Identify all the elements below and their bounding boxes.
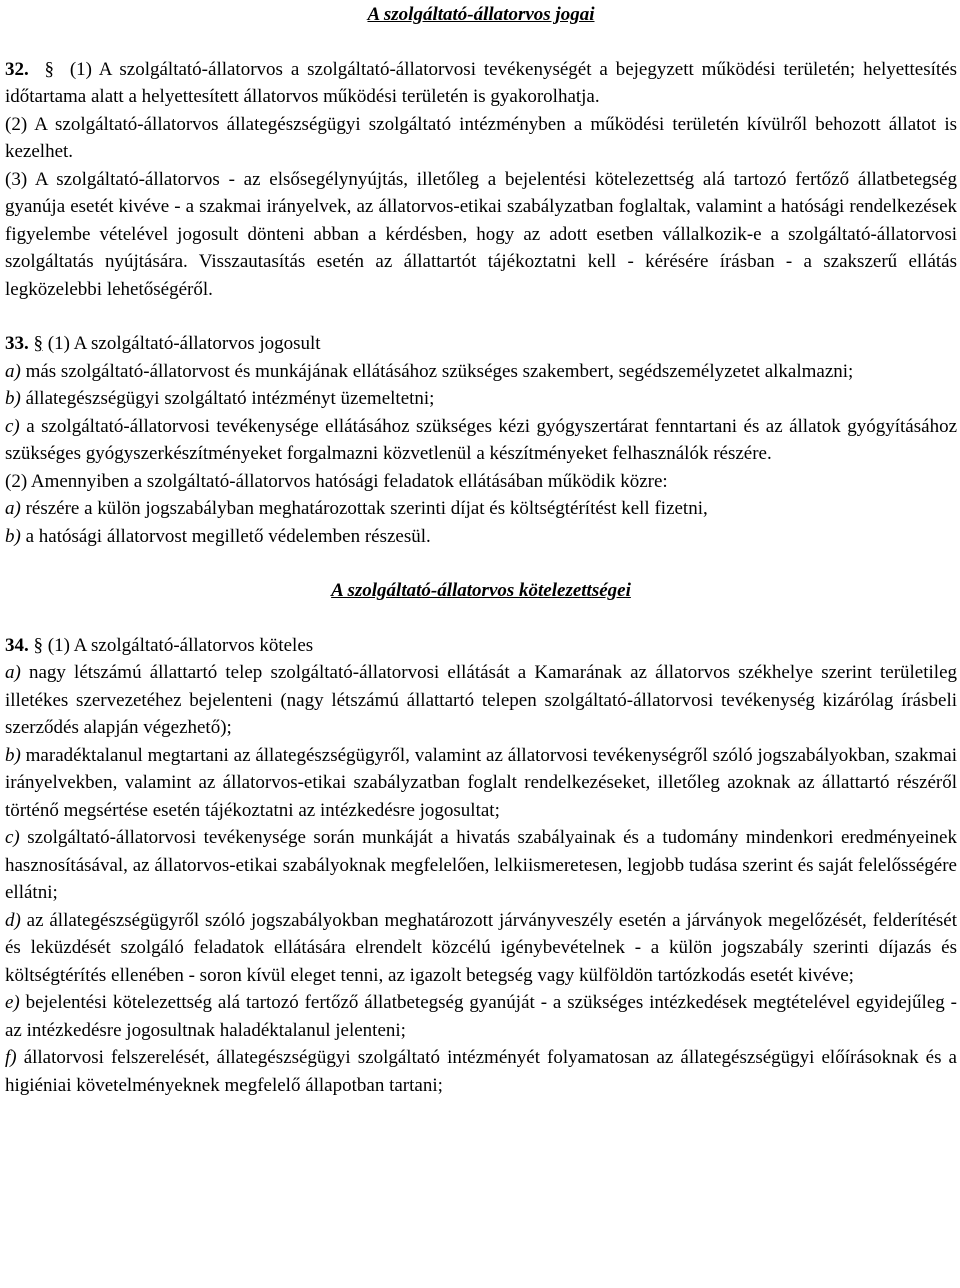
item-text: a szolgáltató-állatorvosi tevékenysége ellátásához szükséges kézi gyógyszertárat fenntartani és az állatok gyógyításához szükséges gyógyszerkészítményeket forgalmazni közvetlenül a készítményeket felhasználók részére.: [5, 415, 957, 464]
item-text: maradéktalanul megtartani az állategészségügyről, valamint az állatorvosi tevékenységről szóló jogszabályokban, szakmai irányelvekben, valamint az állatorvos-etikai szabályzatban foglalt rendelkezéseket, illetőleg azoknak az állattartó részéről történő megsértése esetén tájékoztatni az intézkedésre jogosultat;: [5, 744, 957, 821]
item-text: állategészségügyi szolgáltató intézményt üzemeltetni;: [25, 388, 435, 409]
s32-number: 32.: [5, 58, 29, 80]
item-text: szolgáltató-állatorvosi tevékenysége során munkáját a hivatás szabályainak és a tudomány mindenkori eredményeinek hasznosításával, az állatorvos-etikai szabályoknak megfelelően, lelkiismeretesen, legjobb tudása szerint és saját felelősségére ellátni;: [5, 827, 957, 903]
item-letter: a): [5, 360, 21, 382]
s32-para-2: (2) A szolgáltató-állatorvos állategészségügyi szolgáltató intézményben a működési területén kívülről behozott állatot is kezelhet.: [5, 113, 957, 162]
s33-para-2: (2) Amennyiben a szolgáltató-állatorvos hatósági feladatok ellátásában működik közre:: [5, 470, 668, 492]
item-letter: a): [5, 662, 21, 683]
item-text: az állategészségügyről szóló jogszabályokban meghatározott járványveszély esetén a járványok megelőzését, felderítését és leküzdését szolgáló feladatok ellátására elrendelt közcélú igénybevételnek - a külön jogszabály szerinti díjazás és költségtérítés ellenében - soron kívül eleget tenni, az igazolt betegség vagy külföldön tartózkodás esetét kivéve;: [5, 909, 958, 986]
s34-item-e: [5, 989, 957, 1044]
item-letter: b): [5, 744, 21, 766]
s33-item-b: [5, 385, 957, 413]
item-text: más szolgáltató-állatorvost és munkájának ellátásához szükséges szakembert, segédszemélyzetet alkalmazni;: [25, 360, 854, 382]
s32-para-1-text: (1) A szolgáltató-állatorvos a szolgáltató-állatorvosi tevékenységét a bejegyzett működési területén; helyettesítés időtartama alatt a helyettesített állatorvos működési területén is gyakorolhatja.: [5, 58, 957, 107]
paragraph-sign: §: [44, 58, 55, 80]
s34-item-b: [5, 742, 957, 825]
section-heading-rights: A szolgáltató-állatorvos jogai: [367, 4, 595, 25]
s33-intro: [5, 330, 957, 358]
s34-item-f: [5, 1044, 957, 1099]
item-text: a hatósági állatorvost megillető védelemben részesül.: [25, 525, 431, 547]
item-letter: f): [5, 1047, 17, 1068]
document-page: [5, 0, 957, 1099]
item-letter: d): [5, 909, 21, 931]
s32-para-3: (3) A szolgáltató-állatorvos - az elsősegélynyújtás, illetőleg a bejelentési kötelezettség alá tartozó fertőző állatbetegség gyanúja esetét kivéve - a szakmai irányelvek, az állatorvos-etikai szabályzatban foglaltak, valamint a hatósági rendelkezések figyelembe vételével jogosult dönteni abban a kérdésben, hogy az adott esetben vállalkozik-e a szolgáltató-állatorvosi szolgáltatás nyújtására. Visszautasítás esetén az állattartót tájékoztatni kell - kérésére írásban - a szakszerű ellátás legközelebbi lehetőségéről.: [5, 168, 957, 300]
item-letter: a): [5, 498, 21, 519]
s33-para-2-item-b: [5, 523, 957, 551]
item-text: részére a külön jogszabályban meghatározottak szerinti díjat és költségtérítést kell fizetni,: [25, 498, 708, 519]
item-letter: c): [5, 827, 20, 848]
s33-item-c: [5, 413, 957, 468]
item-letter: e): [5, 992, 20, 1013]
section-heading-obligations: A szolgáltató-állatorvos kötelezettségei: [331, 580, 631, 601]
s33-para-2-item-a: [5, 495, 957, 523]
s34-item-c: [5, 824, 957, 907]
s34-item-d: [5, 907, 957, 990]
s34-item-a: [5, 659, 957, 742]
item-letter: b): [5, 525, 21, 547]
s33-number: 33.: [5, 333, 29, 354]
paragraph-sign: §: [33, 333, 43, 354]
item-letter: b): [5, 388, 21, 409]
s32-para-1: [5, 56, 957, 111]
item-text: nagy létszámú állattartó telep szolgáltató-állatorvosi ellátását a Kamarának az állatorvos székhelye szerint területileg illetékes szervezetéhez bejelenteni (nagy létszámú állattartó telepen szolgáltató-állatorvosi tevékenység kizárólag írásbeli szerződés alapján végezhető);: [5, 662, 957, 738]
s33-intro-text: (1) A szolgáltató-állatorvos jogosult: [47, 333, 321, 354]
item-letter: c): [5, 415, 20, 437]
item-text: állatorvosi felszerelését, állategészségügyi szolgáltató intézményét folyamatosan az állategészségügyi előírásoknak és a higiéniai követelményeknek megfelelő állapotban tartani;: [5, 1047, 957, 1096]
s33-item-a: [5, 358, 957, 386]
item-text: bejelentési kötelezettség alá tartozó fertőző állatbetegség gyanúját - a szükséges intézkedések megtételével egyidejűleg - az intézkedésre jogosultnak haladéktalanul jelenteni;: [5, 992, 958, 1041]
paragraph-sign: §: [33, 634, 43, 656]
s34-intro-text: (1) A szolgáltató-állatorvos köteles: [47, 634, 314, 656]
s34-intro: [5, 632, 957, 660]
s34-number: 34.: [5, 634, 29, 656]
